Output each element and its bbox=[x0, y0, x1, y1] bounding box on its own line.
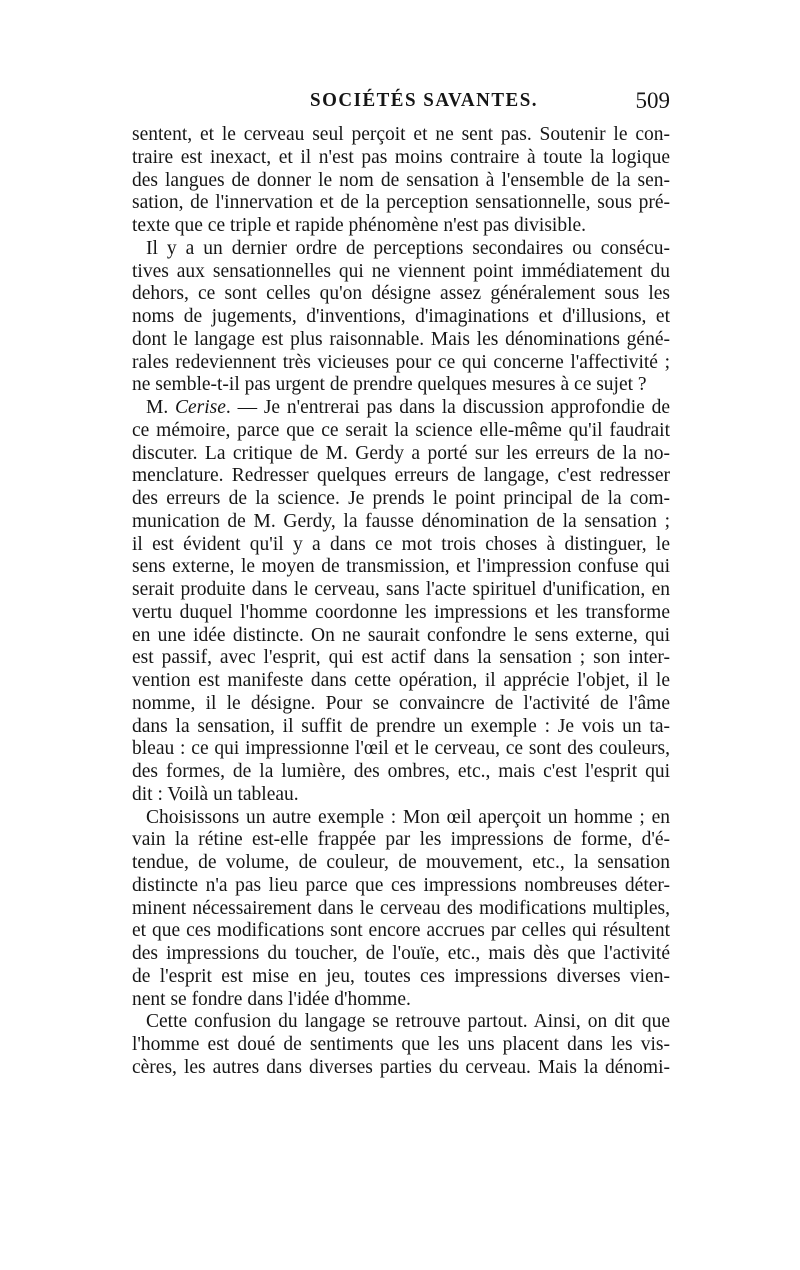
text-line: vertu duquel l'homme coordonne les impressions et les transforme bbox=[132, 601, 670, 623]
text-line: ce mémoire, parce que ce serait la science elle-même qu'il faudrait bbox=[132, 419, 670, 441]
text-line: cères, les autres dans diverses parties du cerveau. Mais la dénomi- bbox=[132, 1056, 670, 1078]
text-line: et que ces modifications sont encore accrues par celles qui résultent bbox=[132, 920, 670, 942]
text-line: en une idée distincte. On ne saurait confondre le sens externe, qui bbox=[132, 624, 670, 646]
text-line: vention est manifeste dans cette opération, il apprécie l'objet, il le bbox=[132, 670, 670, 691]
text-line: munication de M. Gerdy, la fausse dénomination de la sensation ; bbox=[132, 510, 670, 532]
text-line: des langues de donner le nom de sensation à l'ensemble de la sen- bbox=[132, 169, 670, 191]
text-line: bleau : ce qui impressionne l'œil et le cerveau, ce sont des couleurs, bbox=[132, 738, 670, 760]
text-line: des erreurs de la science. Je prends le point principal de la com- bbox=[132, 488, 670, 509]
text-line: de l'esprit est mise en jeu, toutes ces impressions diverses vien- bbox=[132, 965, 670, 987]
text-line: Il y a un dernier ordre de perceptions secondaires ou consécu- bbox=[146, 237, 670, 259]
speaker-name: Cerise bbox=[175, 397, 226, 418]
text-line: menclature. Redresser quelques erreurs de langage, c'est redresser bbox=[132, 465, 670, 487]
text-line: l'homme est doué de sentiments que les uns placent dans les vis- bbox=[132, 1034, 670, 1055]
body-text bbox=[132, 124, 670, 1080]
text-line: dehors, ce sont celles qu'on désigne assez généralement sous les bbox=[132, 283, 670, 305]
text-line: tendue, de volume, de couleur, de mouvement, etc., la sensation bbox=[132, 852, 670, 873]
text-line: sens externe, le moyen de transmission, et l'impression confuse qui bbox=[132, 556, 670, 578]
text-line: des impressions du toucher, de l'ouïe, etc., mais dès que l'activité bbox=[132, 943, 670, 964]
text-line: minent nécessairement dans le cerveau des modifications multiples, bbox=[132, 897, 670, 919]
text-line: dont le langage est plus raisonnable. Mais les dénominations géné- bbox=[132, 328, 670, 350]
text-line: noms de jugements, d'inventions, d'imaginations et d'illusions, et bbox=[132, 306, 670, 327]
text-line: traire est inexact, et il n'est pas moins contraire à toute la logique bbox=[132, 146, 670, 168]
speaker-prefix: M. bbox=[146, 397, 175, 418]
running-head bbox=[132, 90, 670, 120]
text-line: dans la sensation, il suffit de prendre un exemple : Je vois un ta- bbox=[132, 715, 670, 737]
text-line: nomme, il le désigne. Pour se convaincre de l'activité de l'âme bbox=[132, 692, 670, 714]
text-line: serait produite dans le cerveau, sans l'acte spirituel d'unification, en bbox=[132, 579, 670, 600]
text-line: Choisissons un autre exemple : Mon œil aperçoit un homme ; en bbox=[146, 806, 670, 828]
page-number: 509 bbox=[635, 88, 670, 113]
text-line: tives aux sensationnelles qui ne viennent point immédiatement du bbox=[132, 260, 670, 282]
text-line: est passif, avec l'esprit, qui est actif dans la sensation ; son inter- bbox=[132, 647, 670, 669]
text-line: texte que ce triple et rapide phénomène n'est pas divisible. bbox=[132, 215, 587, 236]
text-line: discuter. La critique de M. Gerdy a porté sur les erreurs de la no- bbox=[132, 442, 670, 464]
text-line: des formes, de la lumière, des ombres, etc., mais c'est l'esprit qui bbox=[132, 761, 670, 782]
text-line: ne semble-t-il pas urgent de prendre quelques mesures à ce sujet ? bbox=[132, 374, 647, 396]
text-line: rales redeviennent très vicieuses pour ce qui concerne l'affectivité ; bbox=[132, 351, 670, 373]
running-title: SOCIÉTÉS SAVANTES. bbox=[310, 89, 539, 112]
text-line: vain la rétine est-elle frappée par les impressions de forme, d'é- bbox=[132, 829, 670, 851]
speaker-text: . — Je n'entrerai pas dans la discussion approfondie de bbox=[225, 397, 670, 418]
text-line: il est évident qu'il y a dans ce mot trois choses à distinguer, le bbox=[132, 533, 670, 555]
speaker-line bbox=[132, 397, 670, 420]
text-line: Cette confusion du langage se retrouve partout. Ainsi, on dit que bbox=[146, 1011, 670, 1033]
text-line: dit : Voilà un tableau. bbox=[132, 783, 299, 805]
text-line: sentent, et le cerveau seul perçoit et ne sent pas. Soutenir le con- bbox=[132, 124, 670, 145]
text-line: nent se fondre dans l'idée d'homme. bbox=[132, 988, 411, 1010]
text-line: sation, de l'innervation et de la perception sensationnelle, sous pré- bbox=[132, 192, 670, 214]
text-line: distincte n'a pas lieu parce que ces impressions nombreuses déter- bbox=[132, 874, 670, 896]
